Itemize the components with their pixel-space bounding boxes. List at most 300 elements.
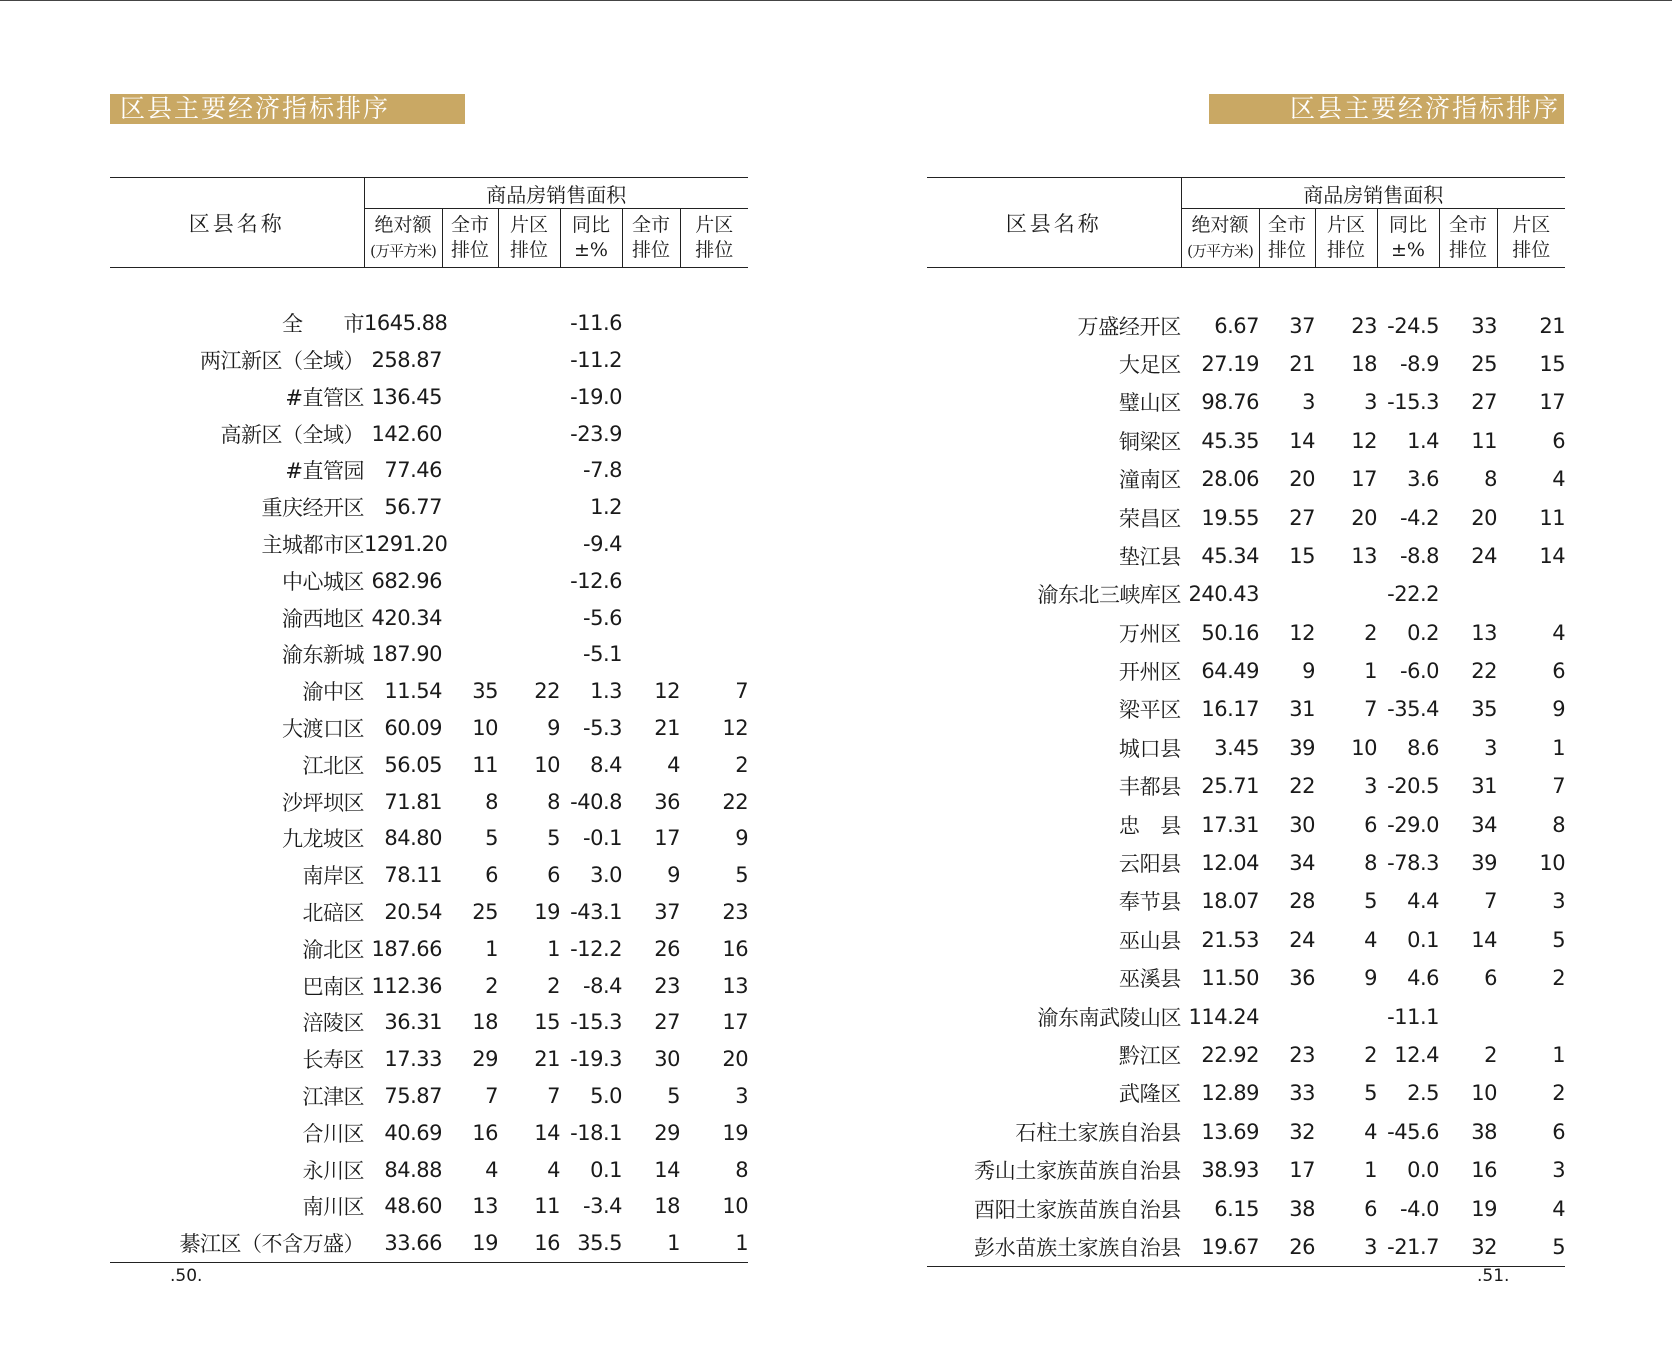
yoy-city-rank-value: 4 [667, 752, 680, 777]
yoy-city-rank-value: 2 [1484, 1043, 1497, 1067]
table-row [927, 383, 1565, 421]
yoy-zone-rank-value: 13 [722, 973, 749, 998]
yoy-zone-rank-value [680, 562, 748, 599]
absolute-amount-header: 绝对额 (万平方米) [1181, 209, 1259, 268]
sales-area-value: 19.67 [1181, 1228, 1259, 1267]
sales-area-value: 11.50 [1201, 966, 1259, 991]
district-name: 九龙坡区 [282, 827, 364, 852]
district-name: 主城都市区 [261, 532, 364, 557]
yoy-city-rank-value: 22 [1471, 659, 1497, 684]
zone-rank-value: 3 [1364, 774, 1377, 799]
sales-area-value: 33.66 [364, 1225, 442, 1262]
sales-area-value: 45.34 [1201, 543, 1259, 568]
yoy-zone-rank-value: 2 [1552, 1081, 1566, 1106]
district-name: #直管区 [285, 385, 364, 410]
yoy-zone-rank-value: 2 [735, 752, 749, 777]
yoy-change-value: -19.0 [570, 384, 622, 409]
table-row [110, 415, 748, 452]
city-rank-value: 1 [485, 936, 498, 961]
yoy-zone-rank-value [680, 599, 748, 636]
city-rank-value [1259, 575, 1315, 613]
zone-rank-value [1315, 575, 1377, 613]
district-name: 璧山区 [1118, 391, 1181, 416]
table-row [110, 305, 748, 342]
yoy-city-rank-value: 27 [1471, 390, 1497, 415]
zone-rank-value: 21 [534, 1047, 560, 1072]
yoy-city-rank-value [622, 415, 680, 452]
zone-rank-value [498, 452, 560, 489]
yoy-zone-rank-value: 4 [1552, 467, 1566, 492]
table-row [927, 614, 1565, 652]
city-rank-value: 18 [472, 1010, 498, 1035]
sales-area-value: 27.19 [1201, 351, 1259, 376]
zone-rank-value [1315, 997, 1377, 1035]
district-name: #直管园 [285, 459, 364, 484]
sales-area-value: 16.17 [1201, 697, 1259, 722]
table-row [927, 575, 1565, 613]
city-rank-value [442, 378, 498, 415]
city-rank-value: 39 [1289, 735, 1315, 760]
zone-rank-value [498, 305, 560, 342]
yoy-change-value: -23.9 [570, 421, 622, 446]
yoy-change-value: -29.0 [1387, 812, 1439, 837]
district-name: 万州区 [1118, 621, 1181, 646]
city-rank-value: 3 [1302, 390, 1315, 415]
district-name: 酉阳土家族苗族自治县 [974, 1197, 1181, 1222]
sales-area-value: 38.93 [1201, 1158, 1259, 1183]
sales-area-value: 56.05 [384, 752, 442, 777]
sales-area-value: 17.31 [1201, 812, 1259, 837]
table-row [927, 498, 1565, 536]
table-row [110, 1041, 748, 1078]
district-name: 铜梁区 [1118, 429, 1181, 454]
district-name: 渝中区 [302, 680, 364, 705]
yoy-zone-rank-value: 3 [1552, 889, 1566, 914]
sales-area-value: 50.16 [1201, 620, 1259, 645]
table-row [110, 378, 748, 415]
district-name: 梁平区 [1118, 698, 1181, 723]
sales-area-value: 187.90 [371, 642, 442, 667]
table-row [927, 1228, 1565, 1267]
district-name: 长寿区 [302, 1048, 364, 1073]
table-row [110, 894, 748, 931]
yoy-zone-rank-value [680, 636, 748, 673]
sales-area-value: 56.77 [384, 495, 442, 520]
yoy-change-value: 4.4 [1407, 889, 1439, 914]
yoy-zone-rank-value: 1 [680, 1225, 748, 1262]
city-rank-value: 15 [1289, 543, 1315, 568]
sales-area-value: 40.69 [384, 1120, 442, 1145]
district-name: 大足区 [1118, 352, 1181, 377]
yoy-city-rank-value: 5 [667, 1083, 680, 1108]
city-rank-value: 23 [1289, 1043, 1315, 1067]
zone-rank-value: 19 [534, 899, 560, 924]
yoy-change-value: -45.6 [1387, 1119, 1439, 1144]
yoy-city-rank-value: 9 [667, 863, 680, 888]
zone-rank-value: 5 [1364, 889, 1377, 914]
table-row [110, 1188, 748, 1225]
zone-rank-value: 5 [1364, 1081, 1377, 1106]
city-rank-value [442, 599, 498, 636]
sales-area-value: 12.89 [1201, 1081, 1259, 1106]
district-name: 城口县 [1118, 736, 1181, 761]
zone-rank-value: 11 [534, 1194, 560, 1219]
district-name: 荣昌区 [1118, 506, 1181, 531]
yoy-city-rank-value: 34 [1471, 812, 1497, 837]
zone-rank-value: 8 [1364, 851, 1377, 876]
yoy-change-value: -8.4 [583, 973, 622, 998]
sales-area-value: 64.49 [1201, 659, 1259, 684]
sales-area-value: 48.60 [384, 1194, 442, 1219]
yoy-change-value: -6.0 [1400, 659, 1439, 684]
zone-rank-value: 9 [547, 715, 560, 740]
sales-area-value: 17.33 [384, 1047, 442, 1072]
yoy-zone-rank-value: 21 [1539, 313, 1566, 338]
right-page [927, 0, 1567, 1353]
yoy-zone-rank-value: 9 [1552, 697, 1566, 722]
yoy-city-rank-value: 23 [654, 973, 680, 998]
sales-area-value: 11.54 [384, 679, 442, 704]
sales-area-value: 78.11 [384, 863, 442, 888]
district-name: 武隆区 [1118, 1082, 1181, 1107]
yoy-city-rank-value: 19 [1471, 1196, 1497, 1221]
yoy-city-rank-value: 17 [654, 826, 680, 851]
yoy-city-rank-value: 39 [1471, 851, 1497, 876]
zone-rank-value: 22 [534, 679, 560, 704]
yoy-city-rank-value: 12 [654, 679, 680, 704]
zone-rank-value [498, 489, 560, 526]
zone-rank-value [498, 599, 560, 636]
table-row [927, 1074, 1565, 1112]
zone-rank-value: 6 [1364, 812, 1377, 837]
city-rank-value: 11 [472, 752, 498, 777]
city-rank-value: 28 [1289, 889, 1315, 914]
yoy-change-value: -22.2 [1387, 582, 1439, 607]
district-name: 合川区 [302, 1121, 364, 1146]
zone-rank-value: 2 [547, 973, 560, 998]
district-name: 涪陵区 [302, 1011, 364, 1036]
zone-rank-value: 9 [1364, 966, 1377, 991]
yoy-city-rank-value: 3 [1484, 735, 1497, 760]
city-rank-value: 31 [1289, 697, 1315, 722]
sales-area-value: 60.09 [384, 715, 442, 740]
yoy-change-value: 0.0 [1407, 1158, 1439, 1183]
yoy-zone-rank-value [680, 526, 748, 563]
district-name: 开州区 [1118, 660, 1181, 685]
yoy-city-rank-value: 38 [1471, 1119, 1497, 1144]
zone-rank-value: 6 [1364, 1196, 1377, 1221]
yoy-zone-rank-value: 12 [722, 715, 749, 740]
table-row [927, 422, 1565, 460]
table-row [110, 599, 748, 636]
yoy-city-rank-value [622, 452, 680, 489]
city-rank-value: 9 [1302, 659, 1315, 684]
yoy-city-rank-value: 21 [654, 715, 680, 740]
sales-area-value: 13.69 [1201, 1119, 1259, 1144]
zone-rank-value: 1 [547, 936, 560, 961]
district-name: 丰都县 [1118, 775, 1181, 800]
yoy-change-value: -11.1 [1387, 1004, 1439, 1029]
city-rank-value [442, 562, 498, 599]
table-row [927, 345, 1565, 383]
yoy-city-rank-value [622, 599, 680, 636]
city-rank-value: 4 [485, 1157, 498, 1182]
city-rank-value: 30 [1289, 812, 1315, 837]
sales-area-value: 114.24 [1188, 1004, 1259, 1029]
district-name: 渝东南武陵山区 [1037, 1005, 1181, 1030]
zone-rank-value: 16 [498, 1225, 560, 1262]
district-name: 北碚区 [302, 900, 364, 925]
table-row [110, 1004, 748, 1041]
yoy-zone-rank-value: 9 [735, 826, 749, 851]
yoy-city-rank-value: 13 [1471, 620, 1497, 645]
city-rank-value: 36 [1289, 966, 1315, 991]
sales-area-value: 71.81 [384, 789, 442, 814]
table-row [927, 537, 1565, 575]
table-row [110, 636, 748, 673]
yoy-city-rank-value [622, 526, 680, 563]
zone-rank-value: 20 [1351, 505, 1377, 530]
district-name: 江北区 [302, 753, 364, 778]
yoy-zone-rank-value [680, 342, 748, 379]
zone-rank-value: 17 [1351, 467, 1377, 492]
table-row [110, 967, 748, 1004]
zone-rank-value: 10 [1351, 735, 1377, 760]
zone-rank-value [498, 562, 560, 599]
yoy-city-rank-value: 1 [622, 1225, 680, 1262]
yoy-zone-rank-value: 3 [1552, 1158, 1566, 1183]
table-row [110, 526, 748, 563]
table-row [927, 460, 1565, 498]
city-rank-value: 6 [485, 863, 498, 888]
table-row [927, 767, 1565, 805]
yoy-change-value: -15.3 [570, 1010, 622, 1035]
yoy-zone-rank-value [680, 305, 748, 342]
yoy-city-rank-value: 7 [1484, 889, 1497, 914]
yoy-zone-rank-value: 6 [1552, 659, 1566, 684]
zone-rank-value: 8 [547, 789, 560, 814]
yoy-change-value: 1.2 [590, 495, 622, 520]
zone-rank-value: 15 [534, 1010, 560, 1035]
sales-area-value: 21.53 [1201, 927, 1259, 952]
yoy-zone-rank-value: 1 [1552, 1043, 1566, 1067]
yoy-zone-rank-value: 23 [722, 899, 749, 924]
yoy-change-value: 0.2 [1407, 620, 1439, 645]
table-row [927, 1113, 1565, 1151]
yoy-change-value: 2.5 [1407, 1081, 1439, 1106]
zone-rank-value: 2 [1364, 1043, 1377, 1067]
sales-area-value: 258.87 [371, 347, 442, 372]
district-name: 秀山土家族苗族自治县 [974, 1159, 1181, 1184]
city-rank-value: 20 [1289, 467, 1315, 492]
yoy-change-value: 5.0 [590, 1083, 622, 1108]
table-row [110, 783, 748, 820]
city-rank-value [442, 305, 498, 342]
sales-area-value: 1645.88 [364, 311, 448, 336]
district-name: 渝东新城 [282, 643, 364, 668]
sales-area-value: 84.88 [384, 1157, 442, 1182]
sales-area-value: 187.66 [371, 936, 442, 961]
yoy-change-value: -12.6 [570, 568, 622, 593]
yoy-zone-rank-value: 17 [722, 1010, 749, 1035]
ranking-table [110, 177, 748, 1263]
district-name: 中心城区 [282, 569, 364, 594]
yoy-zone-rank-value: 19 [722, 1120, 749, 1145]
table-row [927, 652, 1565, 690]
yoy-change-value: -78.3 [1387, 851, 1439, 876]
city-rank-value [442, 489, 498, 526]
table-row [110, 710, 748, 747]
zone-rank-value [498, 415, 560, 452]
yoy-city-rank-value: 6 [1484, 966, 1497, 991]
city-rank-value [442, 342, 498, 379]
yoy-zone-rank-value: 8 [735, 1157, 749, 1182]
table-row [110, 930, 748, 967]
city-rank-value: 12 [1289, 620, 1315, 645]
yoy-zone-rank-value: 5 [1497, 1228, 1565, 1267]
yoy-change-value: -5.6 [583, 605, 622, 630]
city-rank-header: 全市 排位 [442, 209, 498, 268]
sales-area-value: 136.45 [371, 384, 442, 409]
sales-area-value: 19.55 [1201, 505, 1259, 530]
table-row [927, 306, 1565, 344]
district-name: 江津区 [302, 1084, 364, 1109]
sales-area-value: 6.15 [1214, 1196, 1259, 1221]
table-row [927, 729, 1565, 767]
city-rank-value [442, 636, 498, 673]
header-spacer [927, 268, 1565, 307]
zone-rank-value: 18 [1351, 351, 1377, 376]
zone-rank-value [498, 526, 560, 563]
yoy-city-rank-value: 14 [654, 1157, 680, 1182]
table-row [927, 1189, 1565, 1227]
yoy-change-value: -21.7 [1377, 1228, 1439, 1267]
sales-area-value: 18.07 [1201, 889, 1259, 914]
yoy-zone-rank-value: 6 [1552, 1119, 1566, 1144]
district-name: 重庆经开区 [261, 496, 364, 521]
yoy-change-value: -18.1 [570, 1120, 622, 1145]
ranking-table [927, 177, 1565, 1267]
yoy-city-rank-value [622, 562, 680, 599]
district-name-header: 区县名称 [927, 178, 1181, 268]
sales-area-value: 84.80 [384, 826, 442, 851]
table-row [927, 805, 1565, 843]
sales-area-value: 25.71 [1201, 774, 1259, 799]
city-rank-value: 32 [1289, 1119, 1315, 1144]
district-name: 潼南区 [1118, 468, 1181, 493]
yoy-change-value: -24.5 [1387, 313, 1439, 338]
table-row [927, 959, 1565, 997]
table-row [927, 921, 1565, 959]
yoy-zone-rank-value: 16 [722, 936, 749, 961]
city-rank-value: 29 [472, 1047, 498, 1072]
sales-area-value: 682.96 [371, 568, 442, 593]
yoy-city-rank-value [1439, 997, 1497, 1035]
yoy-city-rank-value: 29 [654, 1120, 680, 1145]
yoy-change-value: -0.1 [583, 826, 622, 851]
yoy-change-value: 3.6 [1407, 467, 1439, 492]
sales-area-value: 12.04 [1201, 851, 1259, 876]
zone-rank-value: 14 [534, 1120, 560, 1145]
yoy-zone-rank-value: 20 [722, 1047, 749, 1072]
table-row [110, 1151, 748, 1188]
yoy-change-value: -35.4 [1387, 697, 1439, 722]
table-row [927, 690, 1565, 728]
city-rank-value [1259, 997, 1315, 1035]
sales-area-group-header: 商品房销售面积 [1181, 178, 1565, 209]
yoy-zone-rank-value: 10 [1539, 851, 1566, 876]
district-name: 南川区 [302, 1195, 364, 1220]
sales-area-value: 98.76 [1201, 390, 1259, 415]
yoy-city-rank-value: 18 [654, 1194, 680, 1219]
city-rank-value: 19 [442, 1225, 498, 1262]
sales-area-value: 77.46 [384, 458, 442, 483]
yoy-zone-rank-header: 片区 排位 [680, 209, 748, 268]
yoy-change-value: -19.3 [570, 1047, 622, 1072]
zone-rank-header: 片区 排位 [498, 209, 560, 268]
yoy-change-value: -5.1 [583, 642, 622, 667]
yoy-city-rank-value: 32 [1439, 1228, 1497, 1267]
district-name: 奉节县 [1118, 890, 1181, 915]
sales-area-group-header: 商品房销售面积 [364, 178, 748, 209]
yoy-zone-rank-value [680, 378, 748, 415]
zone-rank-value [498, 378, 560, 415]
yoy-change-value: -11.2 [570, 347, 622, 372]
yoy-zone-rank-value: 7 [735, 679, 749, 704]
yoy-change-value: -8.9 [1400, 351, 1439, 376]
table-row [110, 746, 748, 783]
table-row [110, 1078, 748, 1115]
yoy-city-rank-value: 36 [654, 789, 680, 814]
district-name: 黔江区 [1118, 1044, 1181, 1068]
city-rank-value: 38 [1289, 1196, 1315, 1221]
sales-area-value: 420.34 [371, 605, 442, 630]
yoy-city-rank-value [1439, 575, 1497, 613]
header-spacer [110, 268, 748, 305]
yoy-zone-rank-value: 10 [722, 1194, 749, 1219]
district-name: 永川区 [302, 1158, 364, 1183]
city-rank-value: 37 [1289, 313, 1315, 338]
sales-area-value: 45.35 [1201, 428, 1259, 453]
district-name: 忠 县 [1118, 813, 1181, 838]
section-title-banner: 区县主要经济指标排序 [110, 94, 465, 124]
zone-rank-value: 3 [1315, 1228, 1377, 1267]
district-name: 两江新区（全域） [200, 348, 364, 373]
table-row [927, 997, 1565, 1035]
district-name: 綦江区（不含万盛） [110, 1225, 364, 1262]
zone-rank-value: 5 [547, 826, 560, 851]
district-name: 石柱土家族自治县 [1015, 1120, 1181, 1145]
table-row [927, 844, 1565, 882]
zone-rank-value: 4 [1364, 1119, 1377, 1144]
yoy-change-value: -40.8 [570, 789, 622, 814]
city-rank-value: 34 [1289, 851, 1315, 876]
table-row [110, 1225, 748, 1262]
yoy-change-value: 0.1 [1407, 927, 1439, 952]
yoy-city-rank-value [622, 489, 680, 526]
yoy-zone-rank-value [680, 489, 748, 526]
yoy-zone-rank-value: 15 [1539, 351, 1566, 376]
city-rank-value: 5 [485, 826, 498, 851]
yoy-city-rank-value: 33 [1471, 313, 1497, 338]
yoy-city-rank-value: 30 [654, 1047, 680, 1072]
yoy-city-rank-value: 27 [654, 1010, 680, 1035]
sales-area-value: 75.87 [384, 1083, 442, 1108]
yoy-zone-rank-value [680, 452, 748, 489]
district-name: 垫江县 [1118, 544, 1181, 569]
sales-area-value: 36.31 [384, 1010, 442, 1035]
yoy-zone-rank-value: 7 [1552, 774, 1566, 799]
